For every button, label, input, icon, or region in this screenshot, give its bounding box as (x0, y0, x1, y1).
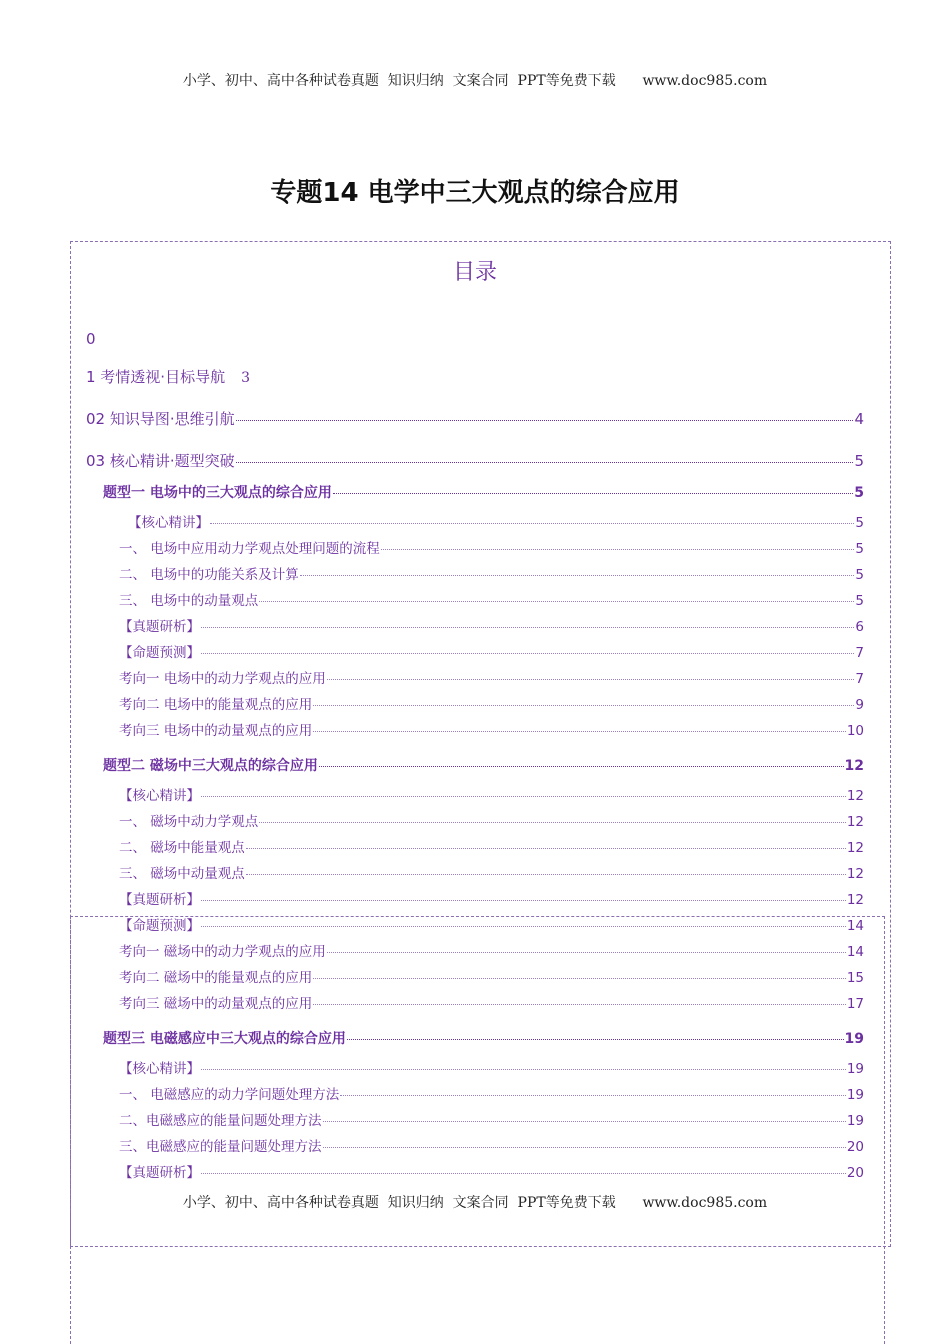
toc-leader-dots (210, 523, 854, 524)
toc-page-number: 6 (855, 619, 864, 635)
toc-page-number: 19 (846, 1087, 864, 1103)
toc-entry-label: 题型三 电磁感应中三大观点的综合应用 (103, 1031, 346, 1047)
toc-page-number: 12 (846, 892, 864, 908)
toc-leader-dots (313, 705, 854, 706)
toc-entry[interactable] (86, 366, 250, 387)
toc-heading: 目录 (452, 260, 497, 285)
toc-entry-label: 一、 磁场中动力学观点 (119, 814, 259, 830)
toc-entry[interactable] (119, 966, 864, 986)
toc-entry[interactable] (119, 914, 864, 934)
toc-leader-dots (201, 900, 846, 901)
toc-leader-dots (381, 549, 855, 550)
toc-page-number: 4 (854, 410, 864, 428)
toc-entry-label: 考向二 磁场中的能量观点的应用 (119, 970, 313, 986)
toc-entry-label: 三、 磁场中动量观点 (119, 866, 245, 882)
toc-entry-label: 【真题研析】 (119, 1165, 200, 1181)
toc-entry-label: 三、电磁感应的能量问题处理方法 (119, 1139, 322, 1155)
toc-page-number: 5 (855, 515, 864, 531)
toc-leader-dots (347, 1039, 844, 1040)
toc-page-number: 14 (846, 918, 864, 934)
toc-entry-label: 【真题研析】 (119, 619, 200, 635)
toc-leader-dots (236, 462, 854, 463)
toc-entry[interactable] (119, 693, 864, 713)
toc-entry[interactable] (103, 755, 864, 775)
toc-entry-label: 【核心精讲】 (119, 788, 200, 804)
toc-leader-dots (259, 822, 846, 823)
toc-entry[interactable] (119, 1109, 864, 1129)
toc-entry-label: 考向二 电场中的能量观点的应用 (119, 697, 313, 713)
toc-leader-dots (201, 796, 846, 797)
toc-leader-dots (201, 926, 846, 927)
toc-leader-dots (259, 601, 854, 602)
toc-entry-label: 03 核心精讲·题型突破 (86, 452, 235, 470)
toc-leader-dots (246, 848, 846, 849)
toc-entry-label: 考向一 电场中的动力学观点的应用 (119, 671, 326, 687)
toc-entry[interactable] (119, 1057, 864, 1077)
toc-entry-label: 考向三 磁场中的动量观点的应用 (119, 996, 313, 1012)
toc-entry[interactable] (119, 784, 864, 804)
toc-leader-dots (201, 1173, 846, 1174)
toc-entry-label: 【命题预测】 (119, 645, 200, 661)
toc-entry[interactable] (86, 330, 96, 348)
toc-page-number: 12 (846, 840, 864, 856)
toc-page-number: 5 (855, 593, 864, 609)
toc-entry[interactable] (119, 1083, 864, 1103)
toc-entry-label: 三、 电场中的动量观点 (119, 593, 259, 609)
toc-leader-dots (300, 575, 855, 576)
toc-entry[interactable] (103, 1028, 864, 1048)
toc-entry-label: 一、 电磁感应的动力学问题处理方法 (119, 1087, 340, 1103)
toc-entry-label: 题型二 磁场中三大观点的综合应用 (103, 758, 318, 774)
toc-entry[interactable] (119, 641, 864, 661)
toc-leader-dots (327, 679, 855, 680)
toc-page-number: 7 (855, 671, 864, 687)
toc-page-number: 20 (846, 1165, 864, 1181)
toc-entry[interactable] (119, 992, 864, 1012)
toc-entry-label: 一、 电场中应用动力学观点处理问题的流程 (119, 541, 380, 557)
toc-entry-label: 0 (86, 330, 96, 348)
toc-entry-label: 1 考情透视·目标导航 (86, 368, 226, 386)
toc-leader-dots (313, 731, 846, 732)
toc-entry-label: 【核心精讲】 (128, 515, 209, 531)
toc-entry[interactable] (119, 888, 864, 908)
toc-page-number: 12 (846, 814, 864, 830)
page-footer: 小学、初中、高中各种试卷真题 知识归纳 文案合同 PPT等免费下载 www.doc985.com (182, 1195, 768, 1211)
toc-page-number: 14 (846, 944, 864, 960)
toc-entry[interactable] (119, 1161, 864, 1181)
toc-page-number: 19 (846, 1113, 864, 1129)
toc-page-number: 5 (854, 452, 864, 470)
toc-page-number: 12 (846, 866, 864, 882)
toc-page-number: 20 (846, 1139, 864, 1155)
toc-entry[interactable] (119, 537, 864, 557)
toc-leader-dots (319, 766, 844, 767)
toc-leader-dots (323, 1147, 846, 1148)
toc-leader-dots (340, 1095, 846, 1096)
toc-entry[interactable] (128, 511, 864, 531)
toc-leader-dots (333, 493, 853, 494)
toc-entry[interactable] (119, 836, 864, 856)
toc-entry[interactable] (119, 563, 864, 583)
toc-entry[interactable] (119, 719, 864, 739)
toc-leader-dots (236, 420, 854, 421)
toc-entry[interactable] (119, 1135, 864, 1155)
toc-entry[interactable] (103, 482, 864, 502)
toc-leader-dots (201, 1069, 846, 1070)
toc-entry-label: 考向三 电场中的动量观点的应用 (119, 723, 313, 739)
toc-page-number: 5 (854, 485, 864, 501)
toc-page-number: 19 (844, 1031, 864, 1047)
toc-page-number: 5 (855, 567, 864, 583)
toc-entry[interactable] (119, 589, 864, 609)
toc-entry[interactable] (119, 810, 864, 830)
toc-entry[interactable] (119, 667, 864, 687)
toc-page-number: 5 (855, 541, 864, 557)
toc-entry[interactable] (119, 940, 864, 960)
toc-entry-label: 二、 磁场中能量观点 (119, 840, 245, 856)
toc-page-number: 19 (846, 1061, 864, 1077)
document-title: 专题14 电学中三大观点的综合应用 (270, 178, 680, 208)
toc-entry-label: 考向一 磁场中的动力学观点的应用 (119, 944, 326, 960)
toc-page-number: 12 (846, 788, 864, 804)
toc-entry[interactable] (119, 615, 864, 635)
toc-leader-dots (323, 1121, 846, 1122)
toc-page-number: 12 (844, 758, 864, 774)
toc-leader-dots (246, 874, 846, 875)
toc-leader-dots (327, 952, 846, 953)
toc-entry-label: 02 知识导图·思维引航 (86, 410, 235, 428)
toc-entry[interactable] (86, 450, 864, 471)
toc-entry-label: 【命题预测】 (119, 918, 200, 934)
toc-entry[interactable] (86, 408, 864, 429)
toc-entry-label: 题型一 电场中的三大观点的综合应用 (103, 485, 332, 501)
toc-page-number: 3 (241, 370, 251, 386)
toc-page-number: 10 (846, 723, 864, 739)
toc-entry-label: 【真题研析】 (119, 892, 200, 908)
toc-page-number: 7 (855, 645, 864, 661)
toc-entry-label: 二、 电场中的功能关系及计算 (119, 567, 299, 583)
toc-leader-dots (201, 653, 854, 654)
toc-leader-dots (313, 1004, 846, 1005)
toc-entry-label: 二、电磁感应的能量问题处理方法 (119, 1113, 322, 1129)
toc-leader-dots (201, 627, 854, 628)
toc-page-number: 9 (855, 697, 864, 713)
toc-page-number: 17 (846, 996, 864, 1012)
toc-entry[interactable] (119, 862, 864, 882)
toc-page-number: 15 (846, 970, 864, 986)
page-header: 小学、初中、高中各种试卷真题 知识归纳 文案合同 PPT等免费下载 www.doc985.com (182, 73, 768, 89)
toc-entry-label: 【核心精讲】 (119, 1061, 200, 1077)
toc-leader-dots (313, 978, 846, 979)
